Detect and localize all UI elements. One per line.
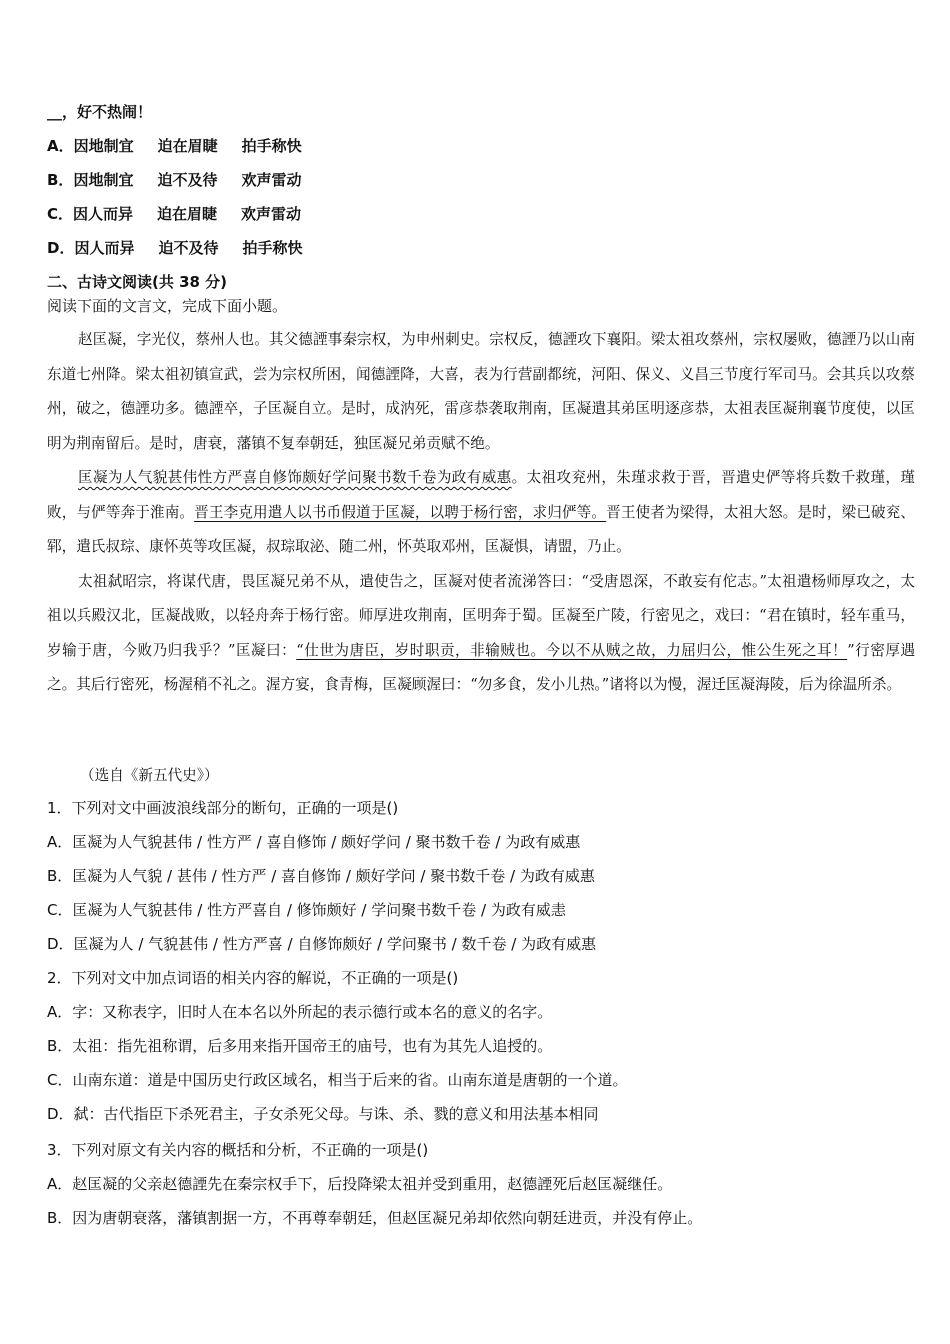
question-1-option-c: C．匡凝为人气貌甚伟 / 性方严喜自 / 修饰颇好 / 学问聚书数千卷 / 为政有威恚 [47, 901, 566, 919]
question-3-stem: 3．下列对原文有关内容的概括和分析，不正确的一项是() [47, 1141, 429, 1159]
option-word-3: 拍手称快 [242, 239, 303, 257]
question-3-option-b: B．因为唐朝衰落，藩镇割据一方，不再尊奉朝廷，但赵匡凝兄弟却依然向朝廷进贡，并没有停止。 [47, 1209, 703, 1227]
option-label: B． [47, 171, 74, 189]
option-word-1: 因人而异 [74, 239, 135, 257]
section-instruction: 阅读下面的文言文，完成下面小题。 [47, 297, 288, 315]
option-word-2: 迫不及待 [158, 239, 219, 257]
passage-paragraph-1: 赵匡凝，字光仪，蔡州人也。其父德諲事秦宗权，为申州刺史。宗权反，德諲攻下襄阳。梁太祖攻蔡州，宗权屡败，德諲乃以山南东道七州降。梁太祖初镇宣武，尝为宗权所困，闻德諲降，大喜，表为行营副都统，河阳、保义、义昌三节度行军司马。会其兵以攻蔡州，破之，德諲功多。德諲卒，子匡凝自立。是时，成汭死，雷彦恭袭取荆南，匡凝遣其弟匡明逐彦恭，太祖表匡凝荆襄节度使，以匡明为荆南留后。是时，唐衰，藩镇不复奉朝廷，独匡凝兄弟贡赋不绝。 [47, 331, 915, 452]
option-word-1: 因地制宜 [73, 137, 134, 155]
passage-paragraph-3 [47, 565, 915, 703]
section-title: 二、古诗文阅读(共 38 分) [47, 273, 228, 291]
question-2-option-b: B．太祖：指先祖称谓，后多用来指开国帝王的庙号，也有为其先人追授的。 [47, 1037, 553, 1055]
question-2-option-d: D．弑：古代指臣下杀死君主，子女杀死父母。与诛、杀、戮的意义和用法基本相同 [47, 1105, 599, 1123]
passage-text: 晋王使者为梁得，太祖大怒。是时，梁已破兖、郓，遣氏叔琮、康怀英等攻匡凝，叔琮取泌、随二州，怀英取邓州，匡凝惧，请盟，乃止。 [47, 503, 915, 555]
passage-text: 太祖弑昭宗，将谋代唐，畏匡凝兄弟不从，遣使告之，匡凝对使者流涕答曰：“受唐恩深，不敢妄有佗志。”太祖遣杨师厚攻之，太祖以兵殿汉北，匡凝战败，以轻舟奔于杨行密。师厚进攻荆南，匡明奔于蜀。匡凝至广陵，行密见之，戏曰：“君在镇时，轻车重马，岁输于唐，今败乃归我乎？”匡凝曰： [47, 572, 915, 659]
option-word-3: 拍手称快 [241, 137, 302, 155]
option-c [47, 204, 301, 224]
question-1-option-b: B．匡凝为人气貌 / 甚伟 / 性方严 / 喜自修饰 / 颇好学问 / 聚书数千卷 / 为政有威惠 [47, 867, 595, 885]
question-3-option-a: A．赵匡凝的父亲赵德諲先在秦宗权手下，后投降梁太祖并受到重用，赵德諲死后赵匡凝继任。 [47, 1175, 673, 1193]
wavy-underlined-sentence: 匡凝为人气貌甚伟性方严喜自修饰颇好学问聚书数千卷为政有威惠 [78, 469, 512, 486]
passage [47, 323, 915, 703]
question-2-option-c: C．山南东道：道是中国历史行政区域名，相当于后来的省。山南东道是唐朝的一个道。 [47, 1071, 628, 1089]
option-d [47, 238, 303, 258]
question-2-option-a: A．字：又称表字，旧时人在本名以外所起的表示德行或本名的意义的名字。 [47, 1003, 553, 1021]
option-word-2: 迫不及待 [157, 171, 218, 189]
question-2-stem: 2．下列对文中加点词语的相关内容的解说，不正确的一项是() [47, 969, 459, 987]
option-word-2: 迫在眉睫 [157, 205, 218, 223]
option-a [47, 136, 302, 156]
question-1-option-a: A．匡凝为人气貌甚伟 / 性方严 / 喜自修饰 / 颇好学问 / 聚书数千卷 / 为政有威惠 [47, 833, 581, 851]
option-word-3: 欢声雷动 [241, 171, 302, 189]
underlined-sentence: “仕世为唐臣，岁时职贡，非输贼也。今以不从贼之故，力屈归公，惟公生死之耳！ [296, 641, 848, 659]
passage-text: ”行密厚遇之。其后行密死，杨渥稍不礼之。渥方宴，食青梅，匡凝顾渥曰：“勿多食，发小儿热。”诸将以为慢，渥迁匡凝海陵，后为徐温所杀。 [47, 641, 915, 693]
option-word-1: 因地制宜 [73, 171, 134, 189]
option-label: C． [47, 205, 74, 223]
passage-text: 。太祖攻兖州，朱瑾求救于晋，晋遣史俨等将兵数千救瑾，瑾败，与俨等奔于淮南。 [47, 469, 915, 521]
question-stem-tail: __，好不热闹！ [47, 103, 153, 121]
question-1-option-d: D．匡凝为人 / 气貌甚伟 / 性方严喜 / 自修饰颇好 / 学问聚书 / 数千卷 / 为政有威惠 [47, 935, 597, 953]
passage-paragraph-2 [47, 461, 915, 565]
underlined-sentence: 晋王李克用遣人以书币假道于匡凝，以聘于杨行密，求归俨等。 [194, 503, 607, 521]
passage-source: （选自《新五代史》） [80, 767, 219, 784]
option-b [47, 170, 301, 190]
option-word-2: 迫在眉睫 [157, 137, 218, 155]
question-1-stem: 1．下列对文中画波浪线部分的断句，正确的一项是() [47, 799, 399, 817]
option-label: A． [47, 137, 74, 155]
option-label: D． [47, 239, 75, 257]
option-word-1: 因人而异 [73, 205, 134, 223]
option-word-3: 欢声雷动 [241, 205, 302, 223]
